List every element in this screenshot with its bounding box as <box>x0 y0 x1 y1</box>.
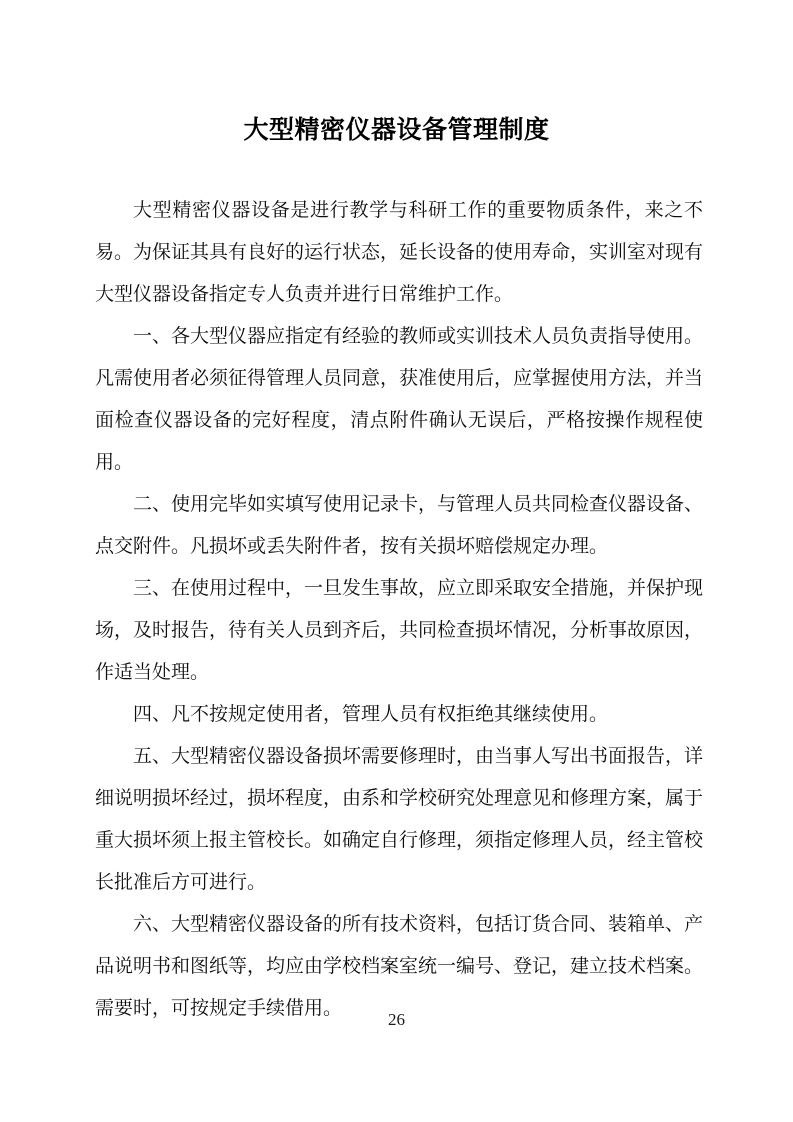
paragraph-rule-4: 四、凡不按规定使用者，管理人员有权拒绝其继续使用。 <box>133 704 609 725</box>
paragraph-rule-2: 二、使用完毕如实填写使用记录卡，与管理人员共同检查仪器设备、点交附件。凡损坏或丢失附件者，按有关损坏赔偿规定办理。 <box>95 494 704 557</box>
paragraph-rule-5: 五、大型精密仪器设备损坏需要修理时，由当事人写出书面报告，详细说明损坏经过，损坏程度，由系和学校研究处理意见和修理方案，属于重大损坏须上报主管校长。如确定自行修理，须指定修理人员，经主管校长批准后方可进行。 <box>95 746 704 893</box>
document-title: 大型精密仪器设备管理制度 <box>243 116 550 144</box>
paragraph-rule-1: 一、各大型仪器应指定有经验的教师或实训技术人员负责指导使用。凡需使用者必须征得管理人员同意，获准使用后，应掌握使用方法，并当面检查仪器设备的完好程度，清点附件确认无误后，严格按操作规程使用。 <box>95 326 704 473</box>
paragraph-rule-6: 六、大型精密仪器设备的所有技术资料，包括订货合同、装箱单、产品说明书和图纸等，均应由学校档案室统一编号、登记，建立技术档案。需要时，可按规定手续借用。 <box>95 914 704 1019</box>
document-body <box>95 190 703 1030</box>
page-number: 26 <box>388 1010 405 1029</box>
paragraph-intro: 大型精密仪器设备是进行教学与科研工作的重要物质条件，来之不易。为保证其具有良好的运行状态，延长设备的使用寿命，实训室对现有大型仪器设备指定专人负责并进行日常维护工作。 <box>95 200 704 305</box>
paragraph-rule-3: 三、在使用过程中，一旦发生事故，应立即采取安全措施，并保护现场，及时报告，待有关人员到齐后，共同检查损坏情况，分析事故原因，作适当处理。 <box>95 578 704 683</box>
